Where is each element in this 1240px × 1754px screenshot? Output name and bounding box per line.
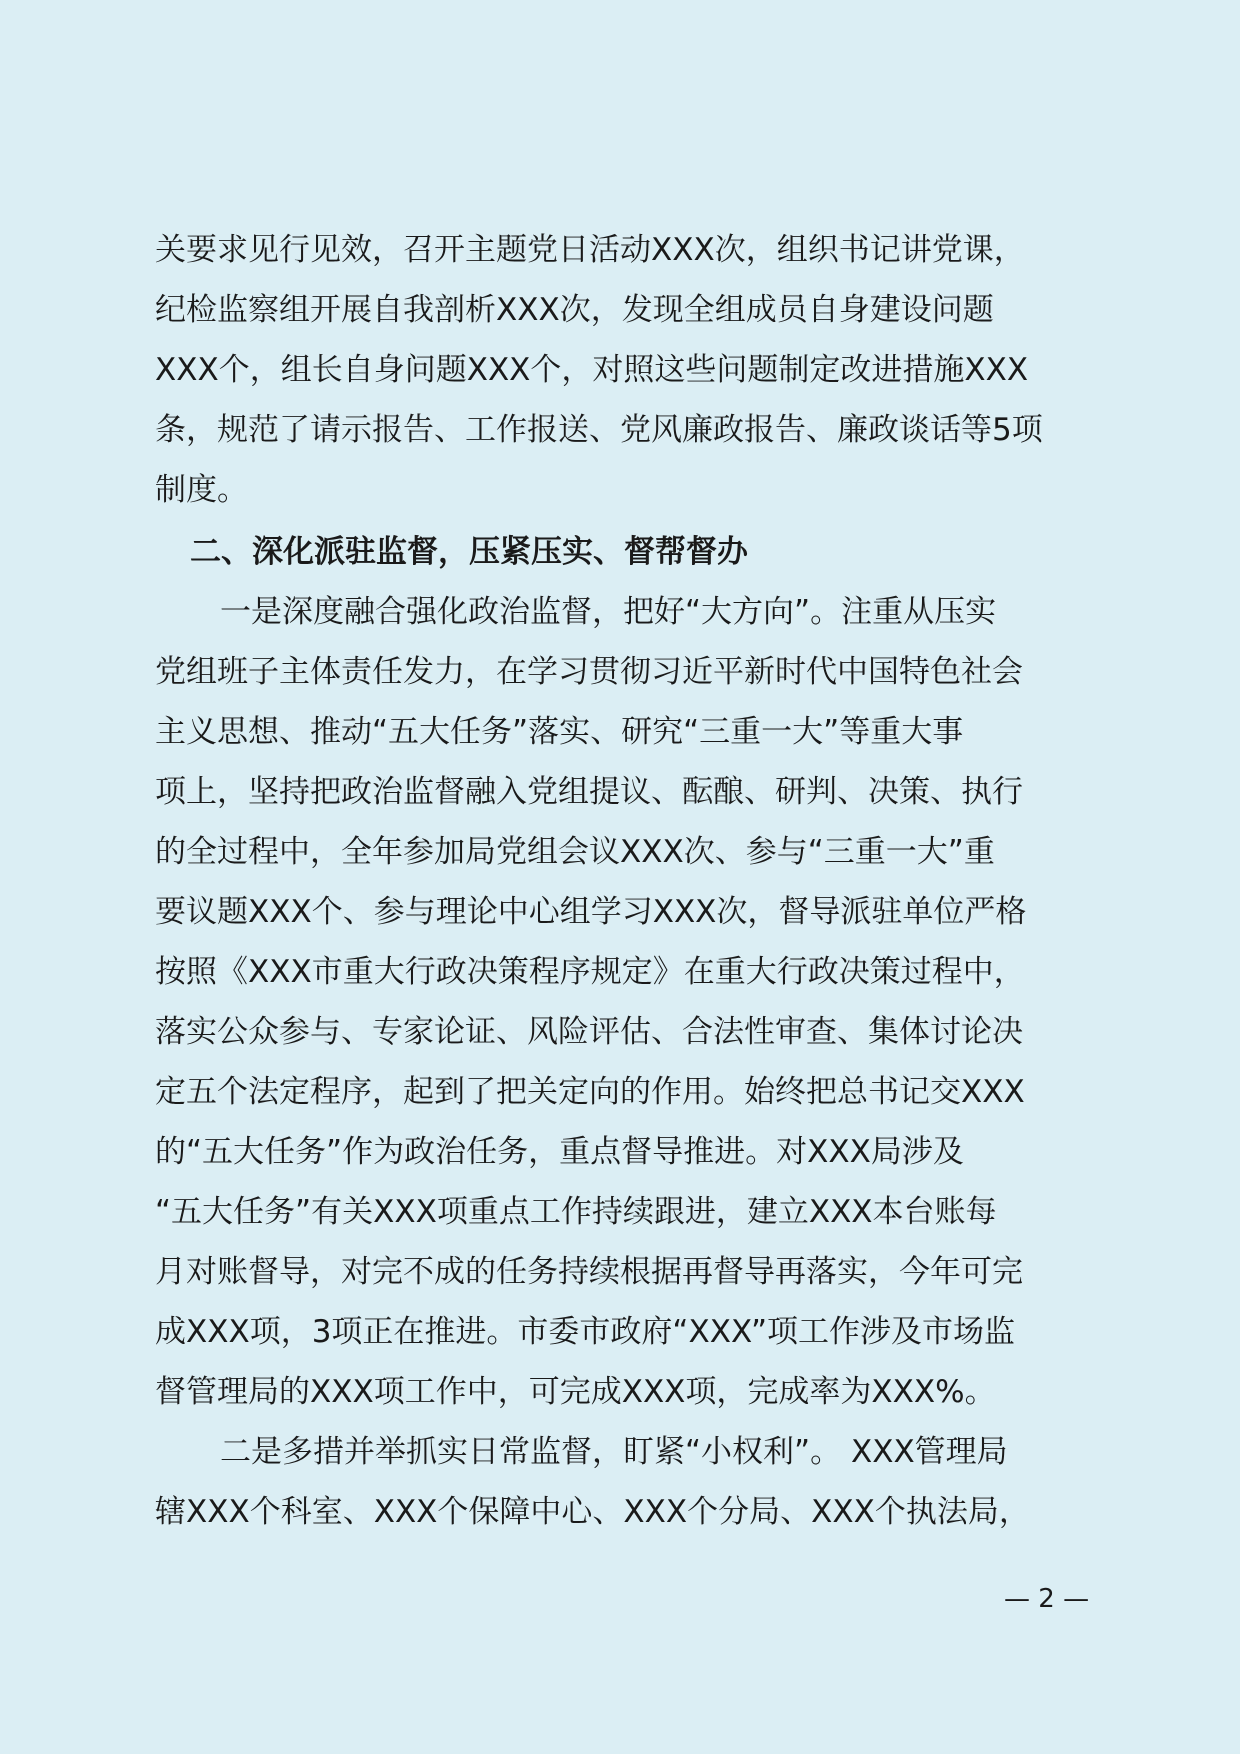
paragraph-1-line-4: 条，规范了请示报告、工作报送、党风廉政报告、廉政谈话等5项 [155, 412, 1043, 448]
paragraph-1-line-5: 制度。 [155, 472, 248, 508]
paragraph-2-line-9: 定五个法定程序，起到了把关定向的作用。始终把总书记交XXX [155, 1074, 1025, 1110]
paragraph-2-line-6: 要议题XXX个、参与理论中心组学习XXX次，督导派驻单位严格 [155, 894, 1027, 930]
section-heading: 二、深化派驻监督，压紧压实、督帮督办 [190, 534, 748, 570]
paragraph-2-line-3: 主义思想、推动“五大任务”落实、研究“三重一大”等重大事 [155, 714, 964, 750]
paragraph-2-line-2: 党组班子主体责任发力，在学习贯彻习近平新时代中国特色社会 [155, 654, 1023, 690]
page-number: — 2 — [1004, 1584, 1090, 1614]
paragraph-2-line-13: 成XXX项，3项正在推进。市委市政府“XXX”项工作涉及市场监 [155, 1314, 1016, 1350]
paragraph-3-line-2: 辖XXX个科室、XXX个保障中心、XXX个分局、XXX个执法局， [155, 1494, 1030, 1530]
paragraph-2-line-10: 的“五大任务”作为政治任务，重点督导推进。对XXX局涉及 [155, 1134, 964, 1170]
paragraph-1-line-3: XXX个，组长自身问题XXX个，对照这些问题制定改进措施XXX [155, 352, 1029, 388]
paragraph-3-line-1: 二是多措并举抓实日常监督，盯紧“小权利”。 XXX管理局 [220, 1434, 1008, 1470]
paragraph-1-line-1: 关要求见行见效，召开主题党日活动XXX次，组织书记讲党课， [155, 232, 1025, 268]
paragraph-2-line-11: “五大任务”有关XXX项重点工作持续跟进，建立XXX本台账每 [155, 1194, 997, 1230]
paragraph-2-line-7: 按照《XXX市重大行政决策程序规定》在重大行政决策过程中， [155, 954, 1025, 990]
paragraph-2-line-5: 的全过程中，全年参加局党组会议XXX次、参与“三重一大”重 [155, 834, 995, 870]
paragraph-2-line-1: 一是深度融合强化政治监督，把好“大方向”。注重从压实 [220, 594, 997, 630]
paragraph-1-line-2: 纪检监察组开展自我剖析XXX次，发现全组成员自身建设问题 [155, 292, 994, 328]
paragraph-2-line-12: 月对账督导，对完不成的任务持续根据再督导再落实，今年可完 [155, 1254, 1023, 1290]
paragraph-2-line-4: 项上，坚持把政治监督融入党组提议、酝酿、研判、决策、执行 [155, 774, 1023, 810]
paragraph-2-line-14: 督管理局的XXX项工作中，可完成XXX项，完成率为XXX%。 [155, 1374, 996, 1410]
paragraph-2-line-8: 落实公众参与、专家论证、风险评估、合法性审查、集体讨论决 [155, 1014, 1023, 1050]
